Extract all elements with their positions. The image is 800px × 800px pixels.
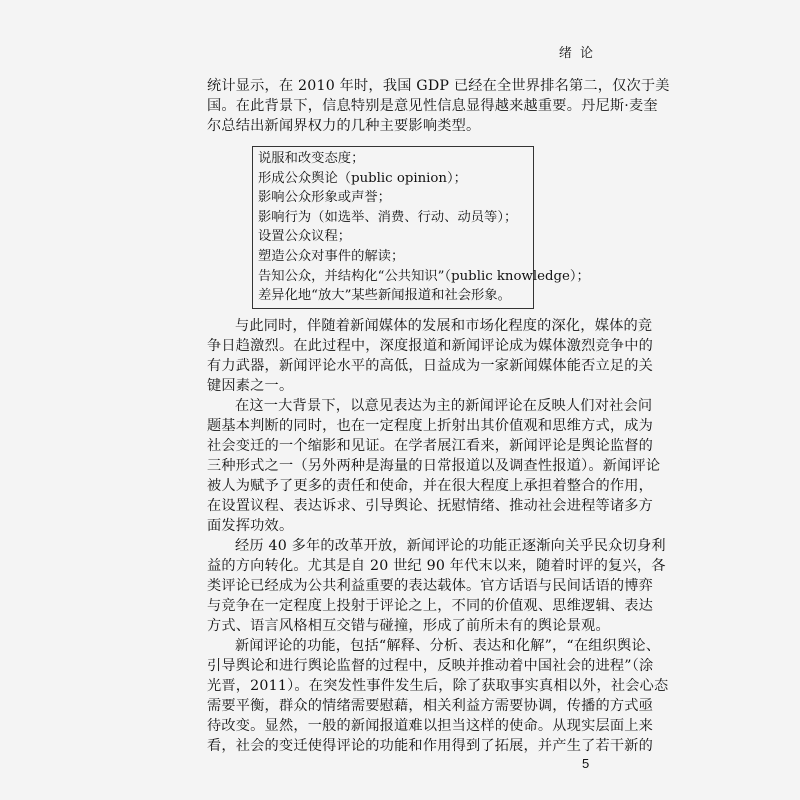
intro-line: 统计显示，在 2010 年时，我国 GDP 已经在全世界排名第二，仅次于美: [207, 78, 670, 94]
body-line: 待改变。显然，一般的新闻报道难以担当这样的使命。从现实层面上来: [207, 718, 654, 734]
body-line: 键因素之一。: [207, 378, 294, 394]
body-line: 需要平衡，群众的情绪需要慰藉，相关利益方需要协调，传播的方式亟: [207, 698, 654, 714]
box-item: 影响公众形象或声誉；: [258, 190, 391, 206]
influence-types-box: [252, 146, 590, 309]
body-line: 方式、语言风格相互交错与碰撞，形成了前所未有的舆论景观。: [207, 618, 610, 634]
body-line: 光晋，2011）。在突发性事件发生后，除了获取事实真相以外，社会心态: [207, 678, 669, 694]
body-line: 题基本判断的同时，也在一定程度上折射出其价值观和思维方式，成为: [207, 418, 654, 434]
body-line: 在设置议程、表达诉求、引导舆论、抚慰情绪、推动社会进程等诸多方: [207, 498, 654, 514]
box-item: 影响行为（如选举、消费、行动、动员等）；: [258, 209, 518, 225]
body-line: 经历 40 多年的改革开放，新闻评论的功能正逐渐向关乎民众切身利: [235, 538, 666, 554]
box-item: 形成公众舆论（public opinion）；: [258, 170, 467, 186]
box-item: 差异化地“放大”某些新闻报道和社会形象。: [258, 288, 511, 304]
body-line: 类评论已经成为公共利益重要的表达载体。官方话语与民间话语的博弈: [207, 578, 654, 594]
body-line: 面发挥功效。: [207, 518, 294, 534]
body-line: 与竞争在一定程度上投射于评论之上，不同的价值观、思维逻辑、表达: [207, 598, 654, 614]
body-line: 新闻评论的功能，包括“解释、分析、表达和化解”，“在组织舆论、: [235, 638, 661, 654]
intro-paragraph: [207, 76, 670, 136]
page-number: 5: [582, 756, 590, 771]
body-line: 争日趋激烈。在此过程中，深度报道和新闻评论成为媒体激烈竞争中的: [207, 338, 654, 354]
body-line: 益的方向转化。尤其是自 20 世纪 90 年代末以来，随着时评的复兴，各: [207, 558, 666, 574]
body-line: 社会变迁的一个缩影和见证。在学者展江看来，新闻评论是舆论监督的: [207, 438, 654, 454]
body-line: 看，社会的变迁使得评论的功能和作用得到了拓展，并产生了若干新的: [207, 738, 654, 754]
box-item: 说服和改变态度；: [258, 151, 365, 166]
intro-line: 尔总结出新闻界权力的几种主要影响类型。: [207, 118, 481, 134]
body-line: 在这一大背景下，以意见表达为主的新闻评论在反映人们对社会问: [235, 398, 653, 414]
box-item: 塑造公众对事件的解读；: [258, 248, 405, 264]
box-item: 告知公众，并结构化“公共知识”（public knowledge）；: [258, 268, 590, 284]
box-item: 设置公众议程；: [258, 229, 352, 245]
body-line: 引导舆论和进行舆论监督的过程中，反映并推动着中国社会的进程”（涂: [207, 658, 654, 674]
body-line: 三种形式之一（另外两种是海量的日常报道以及调查性报道）。新闻评论: [207, 458, 661, 474]
body-line: 有力武器，新闻评论水平的高低，日益成为一家新闻媒体能否立足的关: [207, 358, 654, 374]
body-line: 与此同时，伴随着新闻媒体的发展和市场化程度的深化，媒体的竞: [235, 318, 653, 334]
body-text: [207, 316, 669, 756]
intro-line: 国。在此背景下，信息特别是意见性信息显得越来越重要。丹尼斯·麦奎: [207, 98, 658, 114]
running-title: 绪 论: [558, 46, 595, 61]
body-line: 被人为赋予了更多的责任和使命，并在很大程度上承担着整合的作用，: [207, 478, 654, 494]
